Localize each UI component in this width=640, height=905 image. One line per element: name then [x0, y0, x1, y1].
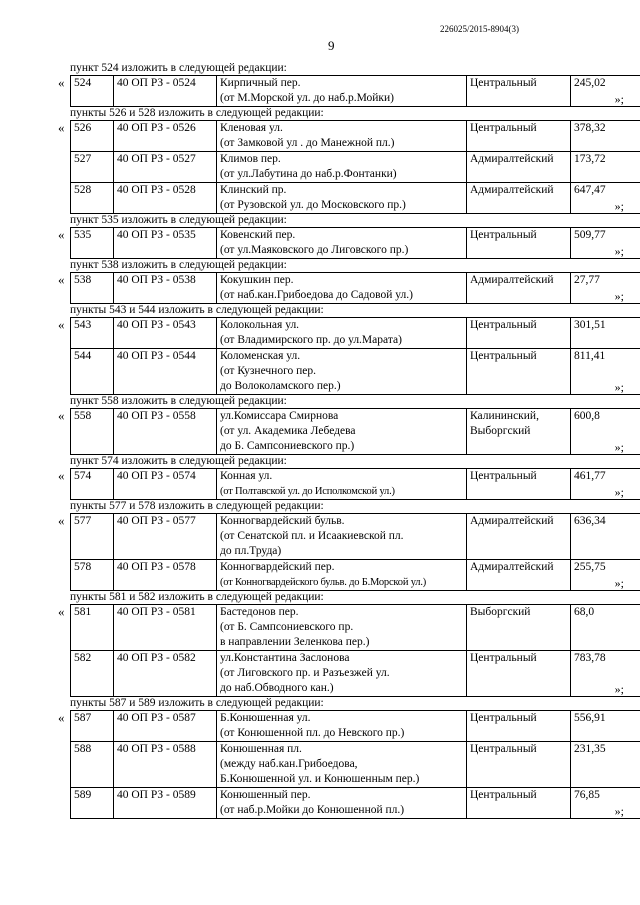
row-number: 528	[71, 183, 114, 214]
road-name-line: ул.Комиссара Смирнова	[220, 410, 339, 422]
district-cell	[467, 273, 571, 304]
document-number: 226025/2015-8904(3)	[440, 24, 519, 34]
row-number: 544	[71, 349, 114, 395]
road-name-line: (от Сенатской пл. и Исаакиевской пл.	[220, 530, 404, 542]
road-name-line: (от ул.Лабутина до наб.р.Фонтанки)	[220, 168, 397, 180]
road-name-line: Бастедонов пер.	[220, 606, 299, 618]
road-code: 40 ОП РЗ - 0543	[114, 318, 217, 349]
opening-quote: «	[58, 408, 65, 423]
road-length: 76,85	[571, 788, 640, 819]
road-name-line: (от наб.р.Мойки до Конюшенной пл.)	[220, 804, 405, 816]
district-cell	[467, 711, 571, 742]
district-cell	[467, 152, 571, 183]
road-name-line: (от Полтавской ул. до Исполкомской ул.)	[220, 486, 395, 497]
section-heading: пункты 581 и 582 изложить в следующей редакции:	[70, 591, 324, 603]
road-name-line: (от Конюшенной пл. до Невского пр.)	[220, 727, 405, 739]
road-name-line: Конюшенная пл.	[220, 743, 302, 755]
road-name-line: Клинский пр.	[220, 184, 287, 196]
road-name-line: до пл.Труда)	[220, 545, 282, 557]
road-name-cell	[217, 76, 467, 107]
table-row	[71, 152, 640, 183]
road-code: 40 ОП РЗ - 0578	[114, 560, 217, 591]
road-name-cell	[217, 469, 467, 500]
amendment-block	[58, 227, 624, 259]
opening-quote: «	[58, 513, 65, 528]
section-heading: пункты 526 и 528 изложить в следующей редакции:	[70, 107, 324, 119]
road-code: 40 ОП РЗ - 0528	[114, 183, 217, 214]
page-number: 9	[328, 38, 335, 53]
table-row	[71, 349, 640, 395]
road-name-cell	[217, 228, 467, 259]
district-line: Центральный	[470, 743, 537, 755]
road-name-line: (от Лиговского пр. и Разъезжей ул.	[220, 667, 390, 679]
road-name-cell	[217, 711, 467, 742]
amendment-block	[58, 317, 624, 395]
road-name-line: (между наб.кан.Грибоедова,	[220, 758, 358, 770]
row-number: 577	[71, 514, 114, 560]
road-code: 40 ОП РЗ - 0577	[114, 514, 217, 560]
section-heading: пункт 535 изложить в следующей редакции:	[70, 214, 287, 226]
row-number: 543	[71, 318, 114, 349]
road-name-line: (от Кузнечного пер.	[220, 365, 317, 377]
district-line: Адмиралтейский	[470, 274, 554, 286]
road-length: 173,72	[571, 152, 640, 183]
road-length: 509,77	[571, 228, 640, 259]
closing-quote: »;	[614, 244, 624, 258]
road-name-line: Коломенская ул.	[220, 350, 301, 362]
opening-quote: «	[58, 120, 65, 135]
amendment-block	[58, 710, 624, 819]
roads-table	[70, 227, 640, 259]
road-name-line: Конюшенный пер.	[220, 789, 311, 801]
row-number: 581	[71, 605, 114, 651]
roads-table	[70, 120, 640, 214]
opening-quote: «	[58, 710, 65, 725]
amendment-block	[58, 120, 624, 214]
amendment-block	[58, 408, 624, 455]
district-cell	[467, 469, 571, 500]
closing-quote: »;	[614, 92, 624, 106]
road-name-line: Ковенский пер.	[220, 229, 296, 241]
road-code: 40 ОП РЗ - 0587	[114, 711, 217, 742]
district-line: Центральный	[470, 470, 537, 482]
district-cell	[467, 121, 571, 152]
amendment-block	[58, 75, 624, 107]
road-name-cell	[217, 409, 467, 455]
road-name-cell	[217, 183, 467, 214]
table-row	[71, 228, 640, 259]
district-line: Адмиралтейский	[470, 184, 554, 196]
road-length: 27,77	[571, 273, 640, 304]
road-length: 301,51	[571, 318, 640, 349]
road-name-line: Кирпичный пер.	[220, 77, 301, 89]
opening-quote: «	[58, 227, 65, 242]
district-cell	[467, 409, 571, 455]
road-code: 40 ОП РЗ - 0588	[114, 742, 217, 788]
road-code: 40 ОП РЗ - 0524	[114, 76, 217, 107]
road-length: 461,77	[571, 469, 640, 500]
district-line: Выборгский	[470, 606, 531, 618]
roads-table	[70, 710, 640, 819]
road-name-cell	[217, 514, 467, 560]
closing-quote: »;	[614, 485, 624, 499]
district-cell	[467, 788, 571, 819]
row-number: 527	[71, 152, 114, 183]
row-number: 589	[71, 788, 114, 819]
district-line: Центральный	[470, 77, 537, 89]
road-name-line: (от наб.кан.Грибоедова до Садовой ул.)	[220, 289, 413, 301]
district-line: Выборгский	[470, 425, 531, 437]
road-name-line: Климов пер.	[220, 153, 281, 165]
row-number: 578	[71, 560, 114, 591]
roads-table	[70, 75, 640, 107]
road-name-line: (от Владимирского пр. до ул.Марата)	[220, 334, 402, 346]
district-cell	[467, 318, 571, 349]
table-row	[71, 788, 640, 819]
district-cell	[467, 514, 571, 560]
roads-table	[70, 317, 640, 395]
road-length: 378,32	[571, 121, 640, 152]
table-row	[71, 742, 640, 788]
district-cell	[467, 349, 571, 395]
road-name-line: (от Рузовской ул. до Московского пр.)	[220, 199, 406, 211]
road-name-cell	[217, 121, 467, 152]
road-name-line: до наб.Обводного кан.)	[220, 682, 334, 694]
table-row	[71, 560, 640, 591]
row-number: 535	[71, 228, 114, 259]
road-name-cell	[217, 742, 467, 788]
district-line: Калининский,	[470, 410, 539, 422]
road-name-cell	[217, 605, 467, 651]
road-name-line: (от М.Морской ул. до наб.р.Мойки)	[220, 92, 394, 104]
road-name-cell	[217, 318, 467, 349]
section-heading: пункт 524 изложить в следующей редакции:	[70, 62, 287, 74]
roads-table	[70, 408, 640, 455]
road-length: 811,41	[571, 349, 640, 395]
district-cell	[467, 605, 571, 651]
road-name-line: Б.Конюшенная ул.	[220, 712, 311, 724]
road-name-cell	[217, 349, 467, 395]
road-code: 40 ОП РЗ - 0527	[114, 152, 217, 183]
road-code: 40 ОП РЗ - 0558	[114, 409, 217, 455]
road-code: 40 ОП РЗ - 0538	[114, 273, 217, 304]
road-code: 40 ОП РЗ - 0589	[114, 788, 217, 819]
row-number: 582	[71, 651, 114, 697]
road-length: 255,75	[571, 560, 640, 591]
road-name-line: (от ул.Маяковского до Лиговского пр.)	[220, 244, 409, 256]
road-name-line: в направлении Зеленкова пер.)	[220, 636, 370, 648]
road-name-line: (от Замковой ул . до Манежной пл.)	[220, 137, 395, 149]
table-row	[71, 318, 640, 349]
table-row	[71, 651, 640, 697]
road-name-line: (от ул. Академика Лебедева	[220, 425, 356, 437]
table-row	[71, 469, 640, 500]
section-heading: пункт 574 изложить в следующей редакции:	[70, 455, 287, 467]
document-body	[0, 62, 640, 819]
road-length: 783,78	[571, 651, 640, 697]
road-name-cell	[217, 560, 467, 591]
road-code: 40 ОП РЗ - 0574	[114, 469, 217, 500]
row-number: 538	[71, 273, 114, 304]
district-cell	[467, 742, 571, 788]
district-cell	[467, 651, 571, 697]
district-line: Центральный	[470, 229, 537, 241]
district-line: Центральный	[470, 712, 537, 724]
row-number: 524	[71, 76, 114, 107]
district-line: Адмиралтейский	[470, 561, 554, 573]
road-code: 40 ОП РЗ - 0581	[114, 605, 217, 651]
district-cell	[467, 560, 571, 591]
roads-table	[70, 513, 640, 591]
closing-quote: »;	[614, 380, 624, 394]
road-length: 556,91	[571, 711, 640, 742]
roads-table	[70, 604, 640, 697]
section-heading: пункты 587 и 589 изложить в следующей редакции:	[70, 697, 324, 709]
road-length: 647,47	[571, 183, 640, 214]
closing-quote: »;	[614, 440, 624, 454]
road-code: 40 ОП РЗ - 0535	[114, 228, 217, 259]
district-cell	[467, 76, 571, 107]
road-name-line: Кокушкин пер.	[220, 274, 294, 286]
road-name-line: Конногвардейский пер.	[220, 561, 335, 573]
road-name-cell	[217, 788, 467, 819]
road-length: 636,34	[571, 514, 640, 560]
road-length: 245,02	[571, 76, 640, 107]
table-row	[71, 273, 640, 304]
table-row	[71, 183, 640, 214]
opening-quote: «	[58, 272, 65, 287]
road-name-line: (от Б. Сампсониевского пр.	[220, 621, 354, 633]
opening-quote: «	[58, 317, 65, 332]
section-heading: пункты 543 и 544 изложить в следующей редакции:	[70, 304, 324, 316]
road-name-line: Колокольная ул.	[220, 319, 300, 331]
closing-quote: »;	[614, 804, 624, 818]
closing-quote: »;	[614, 576, 624, 590]
row-number: 587	[71, 711, 114, 742]
section-heading: пункты 577 и 578 изложить в следующей редакции:	[70, 500, 324, 512]
road-length: 231,35	[571, 742, 640, 788]
road-name-cell	[217, 651, 467, 697]
district-line: Центральный	[470, 789, 537, 801]
road-name-line: Конная ул.	[220, 470, 273, 482]
closing-quote: »;	[614, 682, 624, 696]
road-code: 40 ОП РЗ - 0544	[114, 349, 217, 395]
amendment-block	[58, 468, 624, 500]
road-name-cell	[217, 273, 467, 304]
roads-table	[70, 272, 640, 304]
road-name-line: Конногвардейский бульв.	[220, 515, 345, 527]
district-cell	[467, 228, 571, 259]
district-cell	[467, 183, 571, 214]
road-name-cell	[217, 152, 467, 183]
table-row	[71, 514, 640, 560]
table-row	[71, 409, 640, 455]
row-number: 588	[71, 742, 114, 788]
district-line: Адмиралтейский	[470, 515, 554, 527]
table-row	[71, 76, 640, 107]
roads-table	[70, 468, 640, 500]
row-number: 558	[71, 409, 114, 455]
road-length: 68,0	[571, 605, 640, 651]
road-code: 40 ОП РЗ - 0526	[114, 121, 217, 152]
closing-quote: »;	[614, 199, 624, 213]
road-name-line: Кленовая ул.	[220, 122, 283, 134]
district-line: Центральный	[470, 319, 537, 331]
opening-quote: «	[58, 604, 65, 619]
road-name-line: до Б. Сампсониевского пр.)	[220, 440, 355, 452]
opening-quote: «	[58, 468, 65, 483]
amendment-block	[58, 513, 624, 591]
opening-quote: «	[58, 75, 65, 90]
road-name-line: (от Конногвардейского бульв. до Б.Морской ул.)	[220, 577, 427, 588]
district-line: Адмиралтейский	[470, 153, 554, 165]
road-length: 600,8	[571, 409, 640, 455]
road-name-line: Б.Конюшенной ул. и Конюшенным пер.)	[220, 773, 420, 785]
table-row	[71, 605, 640, 651]
road-name-line: до Волоколамского пер.)	[220, 380, 341, 392]
section-heading: пункт 538 изложить в следующей редакции:	[70, 259, 287, 271]
closing-quote: »;	[614, 289, 624, 303]
district-line: Центральный	[470, 350, 537, 362]
table-row	[71, 711, 640, 742]
table-row	[71, 121, 640, 152]
row-number: 574	[71, 469, 114, 500]
amendment-block	[58, 604, 624, 697]
road-name-line: ул.Константина Заслонова	[220, 652, 350, 664]
row-number: 526	[71, 121, 114, 152]
road-code: 40 ОП РЗ - 0582	[114, 651, 217, 697]
section-heading: пункт 558 изложить в следующей редакции:	[70, 395, 287, 407]
amendment-block	[58, 272, 624, 304]
district-line: Центральный	[470, 122, 537, 134]
district-line: Центральный	[470, 652, 537, 664]
